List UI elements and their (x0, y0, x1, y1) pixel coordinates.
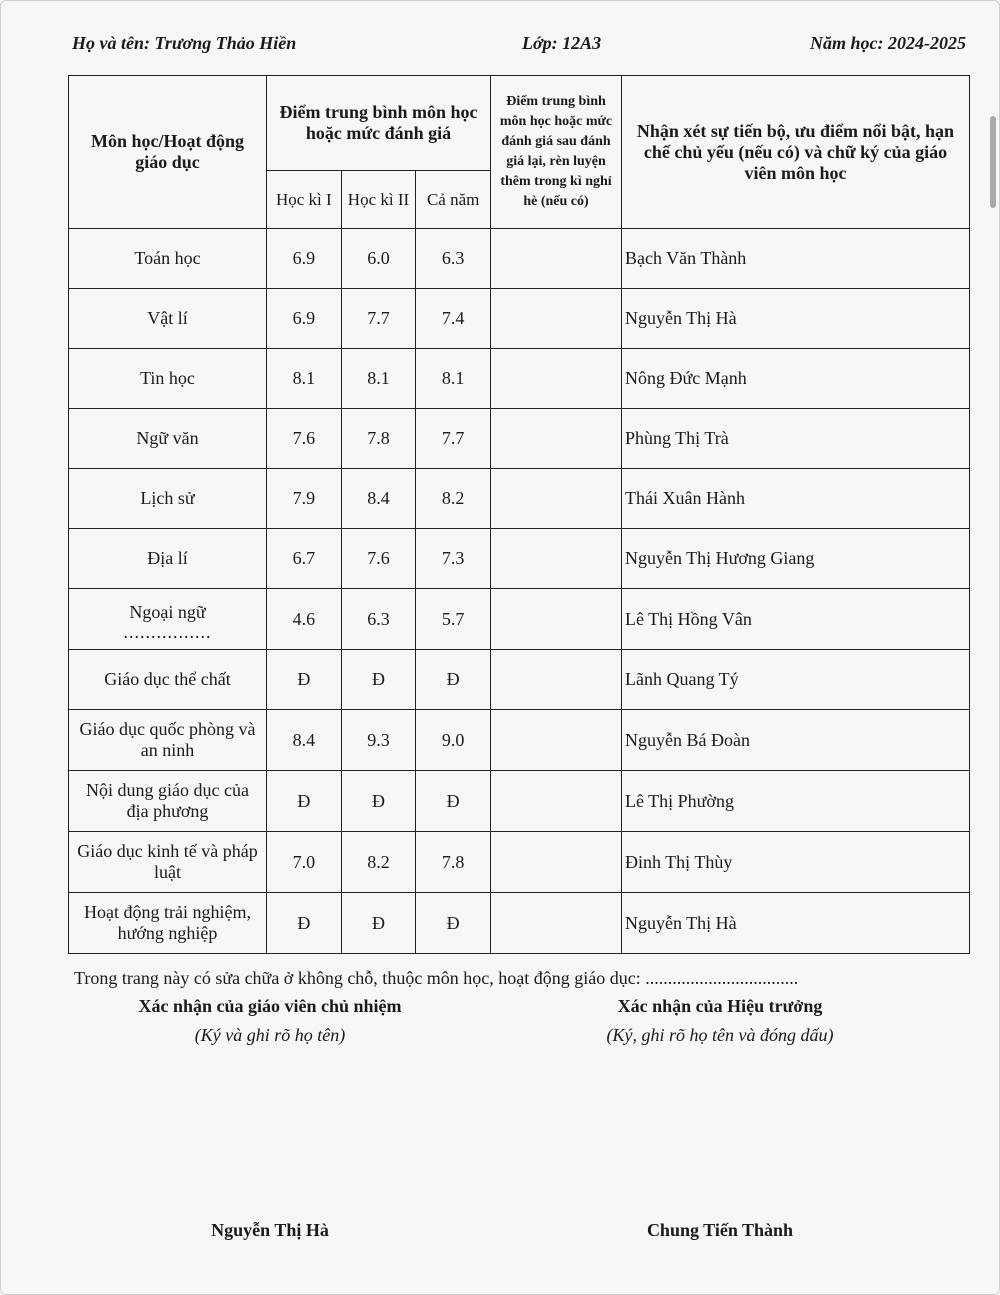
score-hk1: 4.6 (267, 589, 342, 650)
subject-label: Ngữ văn (136, 428, 199, 448)
teacher-name: Nguyễn Bá Đoàn (622, 710, 970, 771)
score-hk1: Đ (267, 771, 342, 832)
score-year: 7.8 (416, 832, 491, 893)
score-year: 9.0 (416, 710, 491, 771)
table-row (69, 650, 970, 710)
subject-label: Toán học (134, 248, 201, 268)
score-year: 7.3 (416, 529, 491, 589)
table-row (69, 710, 970, 771)
score-hk1: 7.9 (267, 469, 342, 529)
table-row (69, 409, 970, 469)
table-row (69, 469, 970, 529)
principal-signature-block (560, 996, 880, 1046)
subject-cell (69, 832, 267, 893)
header-retest: Điểm trung bình môn học hoặc mức đánh giá sau đánh giá lại, rèn luyện thêm trong kì nghỉ hè (nếu có) (491, 76, 622, 229)
score-hk1: 7.0 (267, 832, 342, 893)
subject-label: Địa lí (147, 548, 188, 568)
teacher-name: Nông Đức Mạnh (622, 349, 970, 409)
score-year: 7.4 (416, 289, 491, 349)
subject-cell (69, 589, 267, 650)
teacher-name: Phùng Thị Trà (622, 409, 970, 469)
homeroom-instruction: (Ký và ghi rõ họ tên) (194, 1025, 346, 1045)
subject-label: Giáo dục kinh tế và pháp luật (77, 841, 258, 882)
school-year: Năm học: 2024-2025 (810, 33, 966, 53)
subject-label: Vật lí (147, 308, 188, 328)
score-hk1: 8.4 (267, 710, 342, 771)
header-hk2: Học kì II (341, 171, 416, 229)
teacher-name: Thái Xuân Hành (622, 469, 970, 529)
score-hk1: Đ (267, 893, 342, 954)
score-hk2: Đ (341, 893, 416, 954)
student-name: Họ và tên: Trương Thảo Hiền (72, 33, 297, 53)
score-year: Đ (416, 771, 491, 832)
score-hk2: 9.3 (341, 710, 416, 771)
teacher-name: Lê Thị Hồng Vân (622, 589, 970, 650)
teacher-name: Lãnh Quang Tý (622, 650, 970, 710)
subject-cell (69, 529, 267, 589)
correction-note: Trong trang này có sửa chữa ở không chỗ, thuộc môn học, hoạt động giáo dục: .................................. (74, 968, 799, 988)
score-retest (491, 832, 622, 893)
score-year: 8.2 (416, 469, 491, 529)
subject-cell (69, 229, 267, 289)
principal-instruction: (Ký, ghi rõ họ tên và đóng dấu) (606, 1025, 834, 1045)
header-hk1: Học kì I (267, 171, 342, 229)
table-row (69, 229, 970, 289)
subject-label: Nội dung giáo dục của địa phương (86, 780, 249, 821)
teacher-name: Lê Thị Phường (622, 771, 970, 832)
score-hk2: Đ (341, 771, 416, 832)
score-year: 6.3 (416, 229, 491, 289)
score-retest (491, 469, 622, 529)
score-retest (491, 529, 622, 589)
table-row (69, 529, 970, 589)
score-retest (491, 589, 622, 650)
teacher-name: Đinh Thị Thùy (622, 832, 970, 893)
score-hk1: 6.9 (267, 289, 342, 349)
table-row (69, 832, 970, 893)
subject-cell (69, 893, 267, 954)
score-retest (491, 710, 622, 771)
subject-label: Hoạt động trải nghiệm, hướng nghiệp (84, 902, 251, 943)
teacher-name: Nguyễn Thị Hương Giang (622, 529, 970, 589)
score-hk2: 7.7 (341, 289, 416, 349)
table-row (69, 771, 970, 832)
score-year: Đ (416, 650, 491, 710)
table-row (69, 289, 970, 349)
score-year: 7.7 (416, 409, 491, 469)
score-retest (491, 893, 622, 954)
subject-cell (69, 771, 267, 832)
subject-label: Giáo dục thể chất (104, 669, 231, 689)
score-hk2: 7.6 (341, 529, 416, 589)
header-year: Cả năm (416, 171, 491, 229)
score-retest (491, 349, 622, 409)
subject-cell (69, 289, 267, 349)
score-hk2: 6.0 (341, 229, 416, 289)
score-hk2: 8.4 (341, 469, 416, 529)
header-subject: Môn học/Hoạt động giáo dục (69, 76, 267, 229)
homeroom-signature-block (110, 996, 430, 1046)
score-hk1: Đ (267, 650, 342, 710)
subject-label: Ngoại ngữ (129, 601, 206, 622)
homeroom-title: Xác nhận của giáo viên chủ nhiệm (138, 996, 402, 1016)
teacher-name: Nguyễn Thị Hà (622, 893, 970, 954)
principal-title: Xác nhận của Hiệu trưởng (617, 996, 823, 1016)
subject-cell (69, 349, 267, 409)
subject-cell (69, 469, 267, 529)
subject-label: Tin học (140, 368, 195, 388)
header-comment: Nhận xét sự tiến bộ, ưu điểm nổi bật, hạn chế chủ yếu (nếu có) và chữ ký của giáo viên môn học (622, 76, 970, 229)
score-hk1: 7.6 (267, 409, 342, 469)
score-hk2: 8.2 (341, 832, 416, 893)
subject-cell (69, 409, 267, 469)
score-hk2: 8.1 (341, 349, 416, 409)
table-row (69, 893, 970, 954)
score-hk1: 6.9 (267, 229, 342, 289)
score-hk1: 6.7 (267, 529, 342, 589)
student-class: Lớp: 12A3 (522, 33, 602, 53)
score-retest (491, 289, 622, 349)
teacher-name: Bạch Văn Thành (622, 229, 970, 289)
score-retest (491, 229, 622, 289)
score-hk2: 6.3 (341, 589, 416, 650)
score-year: 8.1 (416, 349, 491, 409)
table-row (69, 589, 970, 650)
score-hk2: Đ (341, 650, 416, 710)
scrollbar-thumb[interactable] (990, 116, 996, 208)
score-year: Đ (416, 893, 491, 954)
grades-table (68, 75, 970, 954)
header-average: Điểm trung bình môn học hoặc mức đánh giá (267, 76, 491, 171)
principal-name: Chung Tiến Thành (646, 1220, 794, 1240)
subject-label: Giáo dục quốc phòng và an ninh (79, 719, 256, 760)
score-retest (491, 650, 622, 710)
score-retest (491, 771, 622, 832)
subject-label: Lịch sử (140, 488, 195, 508)
subject-cell (69, 710, 267, 771)
teacher-name: Nguyễn Thị Hà (622, 289, 970, 349)
score-hk1: 8.1 (267, 349, 342, 409)
document-header (72, 33, 966, 57)
subject-blank-line: ................ (123, 621, 212, 642)
table-row (69, 349, 970, 409)
subject-cell (69, 650, 267, 710)
homeroom-teacher-name: Nguyễn Thị Hà (211, 1220, 329, 1240)
score-year: 5.7 (416, 589, 491, 650)
score-retest (491, 409, 622, 469)
score-hk2: 7.8 (341, 409, 416, 469)
